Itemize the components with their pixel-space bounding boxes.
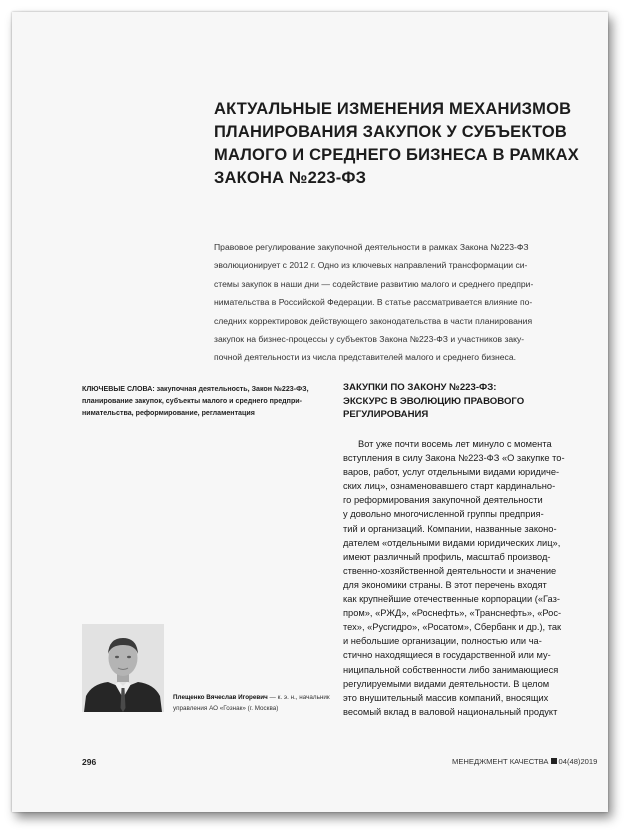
body-line: для экономики страны. В этот перечень входят (343, 579, 547, 590)
abstract-line: стемы закупок в наши дни — содействие развитию малого и среднего предпри- (214, 278, 534, 289)
title-line: ЗАКОНА №223-ФЗ (214, 169, 367, 187)
body-line: и небольшие организации, полностью или ча- (343, 636, 542, 647)
body-line: дателем «отдельными видами юридических лиц», (343, 537, 561, 548)
body-line: как крупнейшие отечественные корпорации («Газ- (343, 594, 560, 605)
section-heading-line: РЕГУЛИРОВАНИЯ (343, 409, 429, 420)
author-line-1 (173, 692, 343, 703)
keywords-line: нимательства, реформирование, регламентация (82, 409, 255, 417)
keywords-line: планирование закупок, субъекты малого и среднего предпри- (82, 397, 303, 405)
square-bullet-icon (551, 758, 557, 764)
abstract-line: закупок на бизнес-процессы у субъектов Закона №223-ФЗ и участников заку- (214, 334, 525, 345)
body-line: имеют различный профиль, масштаб производ- (343, 551, 551, 562)
body-line: у довольно многочисленной группы предприя- (343, 509, 544, 520)
body-line: весомый вклад в валовой национальный продукт (343, 706, 558, 717)
title-line: МАЛОГО И СРЕДНЕГО БИЗНЕСА В РАМКАХ (214, 146, 579, 164)
journal-footer (452, 757, 598, 766)
title-line: АКТУАЛЬНЫЕ ИЗМЕНЕНИЯ МЕХАНИЗМОВ (214, 100, 572, 118)
title-line: ПЛАНИРОВАНИЯ ЗАКУПОК У СУБЪЕКТОВ (214, 123, 568, 141)
abstract-line: Правовое регулирование закупочной деятельности в рамках Закона №223-ФЗ (214, 242, 529, 252)
section-heading-line: ЭКСКУРС В ЭВОЛЮЦИЮ ПРАВОВОГО (343, 395, 525, 407)
body-line: тех», «Русгидро», «Росатом», Сбербанк и др.), так (343, 622, 562, 633)
body-line: вступления в силу Закона №223-ФЗ «О закупке то- (343, 453, 565, 464)
author-portrait-image (82, 624, 164, 712)
body-line: варов, работ, услуг отдельными видами юридиче- (343, 467, 560, 478)
keywords (82, 383, 332, 419)
body-line: го реформирования закупочной деятельности (343, 495, 543, 506)
body-line: регулируемыми видами деятельности. В целом (343, 678, 550, 689)
article-title (214, 98, 579, 190)
page-number: 296 (82, 757, 97, 767)
body-line: это внушительный массив компаний, вносящих (343, 692, 549, 703)
body-line: Вот уже почти восемь лет минуло с момента (358, 439, 552, 449)
author-affiliation: управления АО «Гознак» (г. Москва) (173, 705, 279, 712)
body-line: ниципальной собственности либо занимающиеся (343, 664, 559, 675)
author-photo (82, 624, 164, 712)
section-heading (343, 381, 593, 422)
author-info (173, 692, 343, 714)
journal-issue: 04(48)2019 (558, 757, 598, 766)
body-line: ских лиц», ознаменовавшего старт кардинально- (343, 481, 556, 492)
magazine-page (12, 12, 608, 812)
abstract-line: эволюционирует с 2012 г. Одно из ключевых направлений трансформации си- (214, 260, 528, 271)
abstract-line: почной деятельности из числа представителей малого и среднего бизнеса. (214, 352, 517, 363)
abstract-line: следних корректировок действующего законодательства в части планирования (214, 315, 533, 326)
article-abstract (214, 238, 584, 367)
body-line: пром», «РЖД», «Роснефть», «Транснефть», «Рос- (343, 608, 562, 619)
body-text (343, 437, 593, 719)
keywords-line: КЛЮЧЕВЫЕ СЛОВА: закупочная деятельность, Закон №223-ФЗ, (82, 385, 309, 393)
author-name: Плещенко Вячеслав Игоревич (173, 694, 268, 701)
journal-name: МЕНЕДЖМЕНТ КАЧЕСТВА (452, 757, 549, 766)
body-line: стично находящиеся в государственной или му- (343, 650, 551, 661)
body-line: ственно-хозяйственной деятельности и значение (343, 565, 557, 576)
section-heading-line: ЗАКУПКИ ПО ЗАКОНУ №223-ФЗ: (343, 382, 497, 393)
abstract-line: нимательства в Российской Федерации. В статье рассматривается влияние по- (214, 297, 533, 308)
body-line: тий и организаций. Компании, названные законо- (343, 523, 557, 534)
author-title: — к. э. н., начальник (267, 694, 330, 701)
